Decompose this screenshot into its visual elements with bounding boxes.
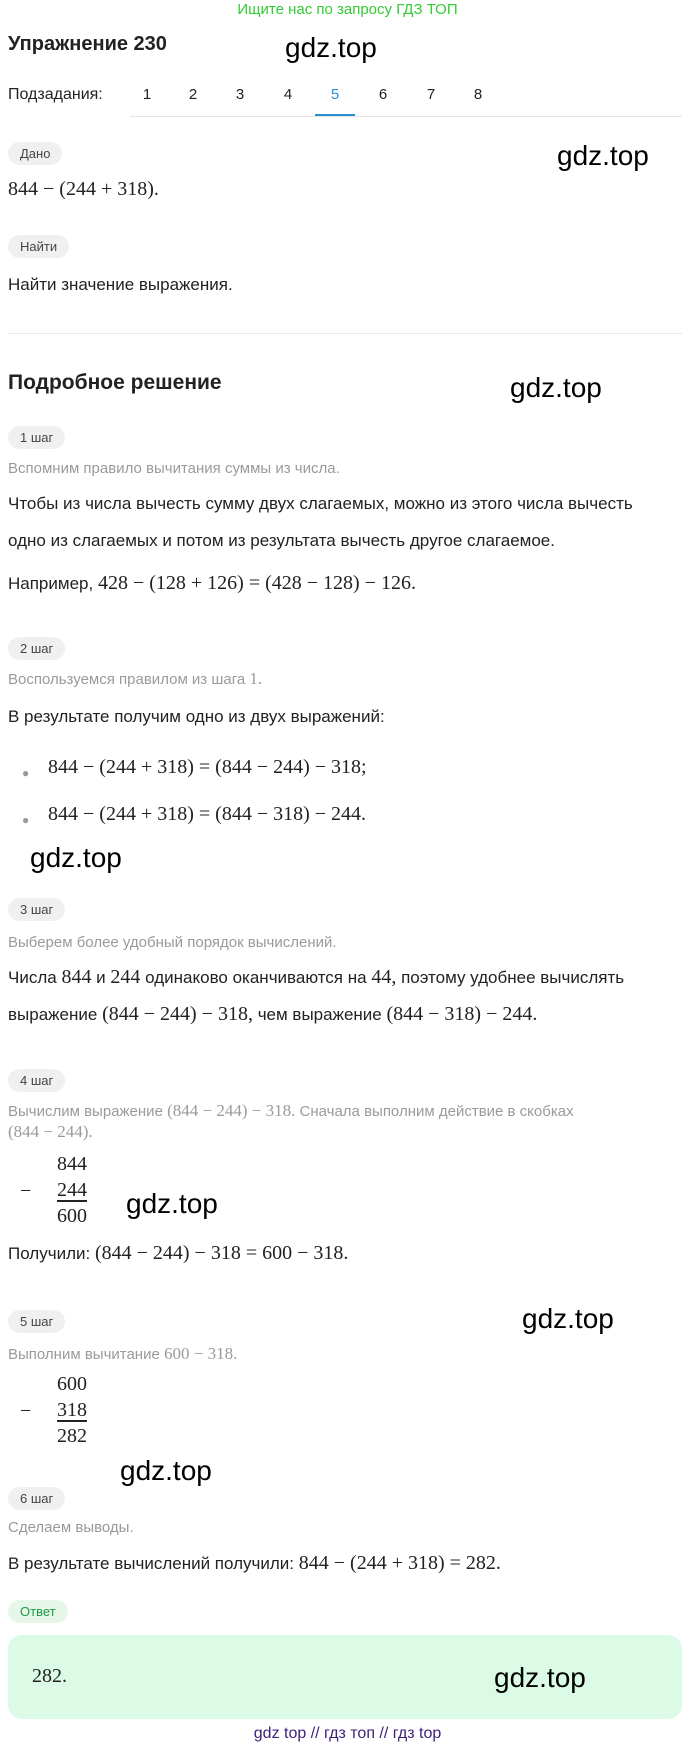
minuend: 844 (57, 1153, 87, 1175)
text: Выполним вычитание (8, 1346, 160, 1363)
watermark: gdz.top (557, 140, 649, 171)
step1-example (8, 572, 416, 595)
math: (844 − 318) − 244. (386, 1003, 538, 1025)
step1-example-label: Например, (8, 574, 94, 593)
step2-bullet-2: 844 − (244 + 318) = (844 − 318) − 244. (48, 803, 367, 825)
watermark: gdz.top (494, 1662, 586, 1693)
step1-example-expression: 428 − (128 + 126) = (428 − 128) − 126. (97, 572, 416, 594)
step6-badge: 6 шаг (8, 1487, 65, 1510)
text: поэтому удобнее вычислять (401, 968, 625, 987)
solution-title: Подробное решение (8, 371, 222, 394)
step2-bullet-1: 844 − (244 + 318) = (844 − 244) − 318; (48, 756, 367, 778)
page-title: Упражнение 230 (8, 33, 167, 55)
given-expression: 844 − (244 + 318). (8, 178, 159, 200)
answer-value: 282. (32, 1665, 67, 1687)
text: одинаково оканчиваются на (145, 968, 367, 987)
step2-badge: 2 шаг (8, 637, 65, 660)
text: Вычислим выражение (8, 1103, 163, 1120)
subtrahend: 244 (57, 1179, 87, 1201)
math: 600 − 318. (163, 1344, 238, 1363)
difference: 282 (57, 1425, 87, 1447)
step4-note-line2 (8, 1122, 93, 1142)
subtasks-label: Подзадания: (8, 86, 103, 103)
list-bullet: ● (22, 813, 30, 827)
step6-note: Сделаем выводы. (8, 1519, 134, 1536)
step3-line2 (8, 1003, 537, 1026)
step3-badge: 3 шаг (8, 898, 65, 921)
subtask-tab-5[interactable]: 5 (315, 86, 355, 103)
step1-rule-line1: Чтобы из числа вычесть сумму двух слагаемых, можно из этого числа вычесть (8, 494, 633, 513)
divider (8, 333, 682, 334)
watermark: gdz.top (126, 1188, 218, 1219)
text: В результате вычислений получили: (8, 1554, 295, 1573)
math: 44, (371, 966, 397, 988)
watermark: gdz.top (510, 372, 602, 403)
subtask-tab-6[interactable]: 6 (378, 86, 388, 103)
text: чем выражение (257, 1005, 382, 1024)
step1-note: Вспомним правило вычитания суммы из числа. (8, 460, 340, 477)
search-banner: Ищите нас по запросу ГДЗ ТОП (237, 1, 458, 18)
math: (844 − 244) − 318, (102, 1003, 253, 1025)
subtask-tab-8[interactable]: 8 (473, 86, 483, 103)
step1-badge: 1 шаг (8, 426, 65, 449)
step5-badge: 5 шаг (8, 1310, 65, 1333)
step3-line1 (8, 966, 624, 989)
column-subtraction (57, 1371, 87, 1449)
step2-note (8, 669, 262, 689)
subtask-tab-4[interactable]: 4 (283, 86, 293, 103)
subtask-tab-1[interactable]: 1 (142, 86, 152, 103)
find-badge: Найти (8, 235, 69, 258)
subtask-tab-7[interactable]: 7 (426, 86, 436, 103)
watermark: gdz.top (30, 842, 122, 873)
list-bullet: ● (22, 766, 30, 780)
step3-note: Выберем более удобный порядок вычислений. (8, 934, 337, 951)
find-text: Найти значение выражения. (8, 275, 233, 294)
footer-links[interactable]: gdz top // гдз топ // гдз top (253, 1725, 442, 1742)
step4-result (8, 1242, 348, 1265)
step4-note-line1 (8, 1101, 574, 1121)
text: выражение (8, 1005, 98, 1024)
text: Сначала выполним действие в скобках (299, 1103, 574, 1120)
column-subtraction (57, 1151, 87, 1229)
step6-result (8, 1552, 501, 1575)
column-minus-sign: − (20, 1180, 32, 1202)
watermark: gdz.top (522, 1303, 614, 1334)
watermark: gdz.top (120, 1455, 212, 1486)
text: и (96, 968, 106, 987)
step1-rule-line2: одно из слагаемых и потом из результата вычесть другое слагаемое. (8, 531, 555, 550)
minuend: 600 (57, 1373, 87, 1395)
subtrahend: 318 (57, 1399, 87, 1421)
difference: 600 (57, 1205, 87, 1227)
math: 844 (61, 966, 92, 988)
subtasks-nav (130, 76, 682, 117)
step2-note-math: 1. (249, 669, 263, 688)
step2-note-text: Воспользуемся правилом из шага (8, 671, 246, 688)
math: 844 − (244 + 318) = 282. (298, 1552, 501, 1574)
given-badge: Дано (8, 142, 62, 165)
text: Числа (8, 968, 57, 987)
math: (844 − 244) − 318. (167, 1101, 296, 1120)
math: (844 − 244). (8, 1122, 93, 1141)
answer-badge: Ответ (8, 1600, 68, 1623)
step2-line1: В результате получим одно из двух выражений: (8, 707, 385, 726)
math: 244 (110, 966, 141, 988)
math: (844 − 244) − 318 = 600 − 318. (94, 1242, 349, 1264)
watermark: gdz.top (285, 32, 377, 63)
step5-note (8, 1344, 237, 1364)
subtask-tab-3[interactable]: 3 (235, 86, 245, 103)
text: Получили: (8, 1244, 91, 1263)
step4-badge: 4 шаг (8, 1069, 65, 1092)
subtask-tab-2[interactable]: 2 (188, 86, 198, 103)
column-minus-sign: − (20, 1400, 32, 1422)
